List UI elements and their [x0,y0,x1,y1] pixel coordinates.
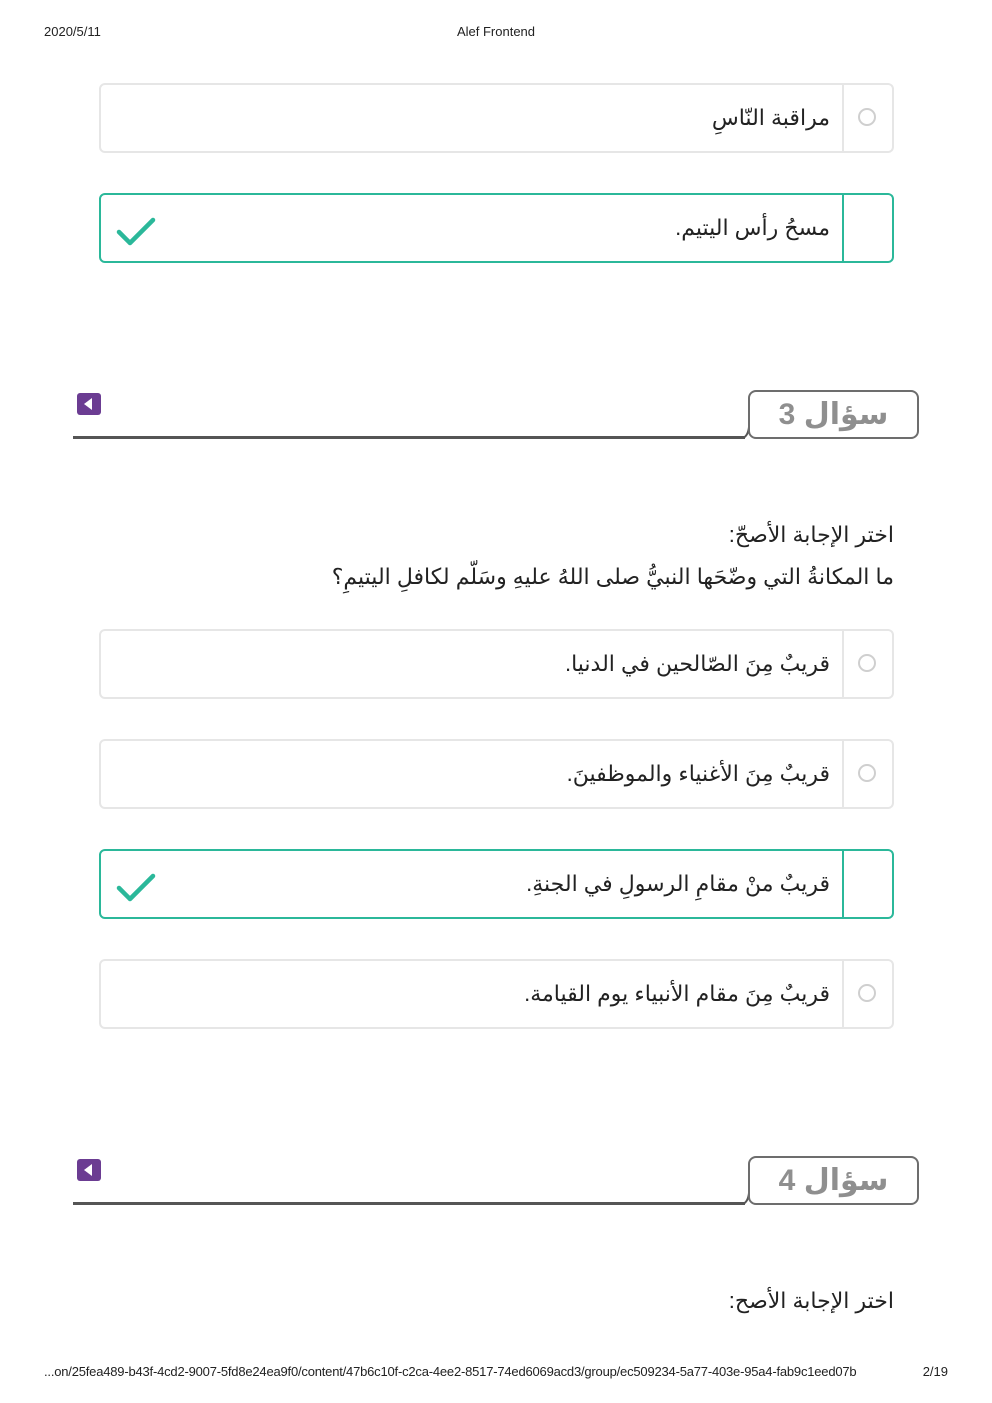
answer-option-correct[interactable] [99,849,894,919]
caret-left-icon[interactable] [77,393,101,415]
question-instruction: اختر الإجابة الأصحّ: [728,522,894,547]
print-url: ...on/25fea489-b43f-4cd2-9007-5fd8e24ea9f0/content/47b6c10f-c2ca-4ee2-8517-74ed6069acd3/group/ec509234-5a77-403e-95a4-fab9c1eed07b [44,1364,857,1379]
radio-cell[interactable] [842,631,892,697]
radio-cell[interactable] [842,851,892,917]
answer-option[interactable] [99,959,894,1029]
question-prompt: ما المكانةُ التي وضّحَها النبيُّ صلى اللهُ عليهِ وسَلّم لكافلِ اليتيمِ؟ [331,564,894,589]
page-number: 2/19 [922,1364,948,1379]
answer-option[interactable] [99,739,894,809]
caret-left-icon[interactable] [77,1159,101,1181]
answer-option-text: قريبٌ مِنَ الصّالحين في الدنيا. [564,651,830,676]
question-divider [73,436,745,439]
radio-button[interactable] [858,654,876,672]
check-icon [115,215,157,249]
answer-option-text: مسحُ رأس اليتيم. [675,215,830,240]
answer-option-correct[interactable] [99,193,894,263]
check-icon [115,871,157,905]
radio-button[interactable] [858,108,876,126]
question-label: سؤال 4 [748,1156,919,1205]
radio-button[interactable] [858,764,876,782]
answer-option-text: قريبٌ منْ مقامِ الرسولِ في الجنةِ. [526,871,830,896]
question-divider [73,1202,745,1205]
answer-option-text: قريبٌ مِنَ مقام الأنبياء يوم القيامة. [524,981,830,1006]
radio-cell[interactable] [842,195,892,261]
print-date: 2020/5/11 [44,24,101,39]
answer-option[interactable] [99,629,894,699]
radio-cell[interactable] [842,961,892,1027]
radio-cell[interactable] [842,85,892,151]
answer-option-text: قريبٌ مِنَ الأغنياء والموظفينَ. [566,761,830,786]
answer-option-text: مراقبة النّاسِ [711,105,830,130]
answer-option[interactable] [99,83,894,153]
question-instruction: اختر الإجابة الأصح: [728,1288,894,1313]
radio-button[interactable] [858,984,876,1002]
radio-cell[interactable] [842,741,892,807]
print-title: Alef Frontend [456,24,536,39]
question-label: سؤال 3 [748,390,919,439]
